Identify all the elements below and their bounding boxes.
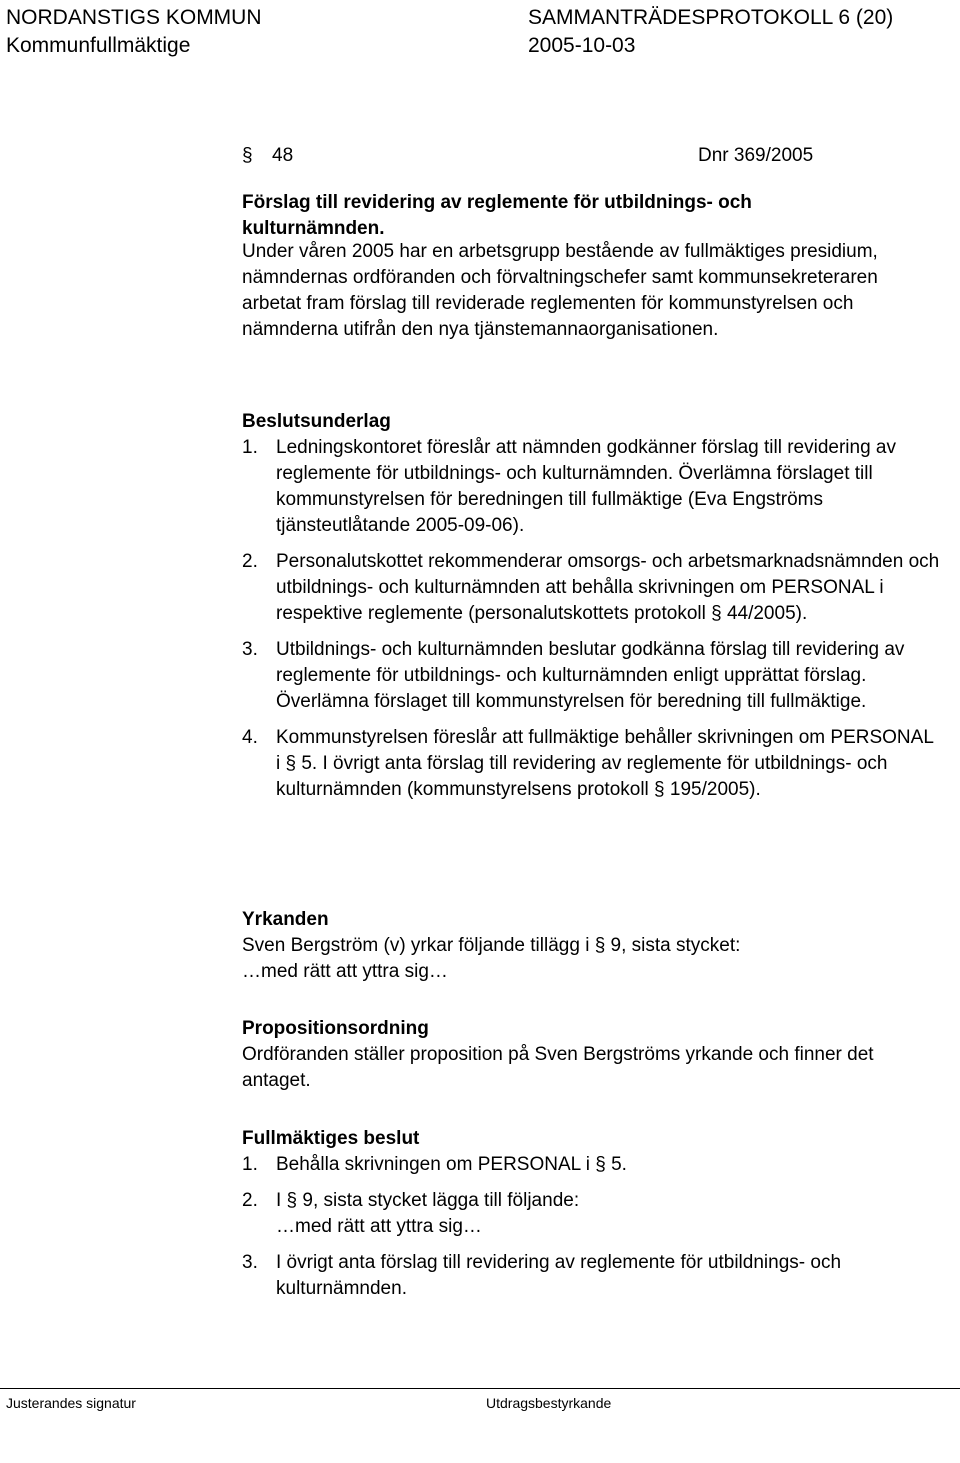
item-text: Kommunstyrelsen föreslår att fullmäktige behåller skrivningen om PERSONAL i § 5. I övrigt anta förslag till revidering av reglemente för utbildnings- och kulturnämnden (kommunstyrelsens protokoll § 195/2005). <box>276 727 934 800</box>
item-text: Ledningskontoret föreslår att nämnden godkänner förslag till revidering av reglemente för utbildnings- och kulturnämnden. Överlämna förslaget till kommunstyrelsen för beredningen till fullmäktige (Eva Engströms tjänsteutlåtande 2005-09-06). <box>276 437 896 536</box>
list-item <box>242 1250 942 1302</box>
list-item <box>242 1188 942 1240</box>
diary-number: Dnr 369/2005 <box>698 145 814 166</box>
item-text: Personalutskottet rekommenderar omsorgs- och arbetsmarknadsnämnden och utbildnings- och kulturnämnden att behålla skrivningen om PERSONAL i respektive reglemente (personalutskottets protokoll § 44/2005). <box>276 551 940 624</box>
item-text: Utbildnings- och kulturnämnden beslutar godkänna förslag till revidering av reglemente för utbildnings- och kulturnämnden enligt upprättat förslag. Överlämna förslaget till kommunstyrelsen för beredning till fullmäktige. <box>276 639 905 712</box>
beslutsunderlag-heading: Beslutsunderlag <box>242 411 391 432</box>
item-number: 2. <box>242 1190 258 1211</box>
item-text: I § 9, sista stycket lägga till följande: <box>276 1190 580 1211</box>
yrkande-quote: …med rätt att yttra sig… <box>242 961 448 982</box>
section-propositionsordning <box>242 1016 942 1094</box>
case-number: 48 <box>272 145 294 166</box>
header-left <box>6 4 446 60</box>
item-number: 3. <box>242 639 258 660</box>
yrkanden-heading: Yrkanden <box>242 909 329 930</box>
list-item <box>242 637 942 715</box>
item-number: 3. <box>242 1252 258 1273</box>
item-number: 2. <box>242 551 258 572</box>
case-intro: Under våren 2005 har en arbetsgrupp bestående av fullmäktiges presidium, nämndernas ordföranden och förvaltningschefer samt kommunsekreteraren arbetat fram förslag till reviderade reglementen för kommunstyrelsen och nämnderna utifrån den nya tjänstemannaorganisationen. <box>242 241 878 340</box>
propositionsordning-text: Ordföranden ställer proposition på Sven Bergströms yrkande och finner det antaget. <box>242 1044 874 1091</box>
yrkande-text: Sven Bergström (v) yrkar följande tillägg i § 9, sista stycket: <box>242 935 741 956</box>
doc-type: SAMMANTRÄDESPROTOKOLL <box>528 6 833 29</box>
list-item <box>242 435 942 539</box>
paragraph-sign: § <box>242 145 253 166</box>
footer-certification-label: Utdragsbestyrkande <box>486 1395 612 1411</box>
item-number: 1. <box>242 437 258 458</box>
doc-type-line <box>528 4 958 32</box>
footer-signature-label: Justerandes signatur <box>6 1395 136 1411</box>
section-yrkanden <box>242 907 942 985</box>
propositionsordning-heading: Propositionsordning <box>242 1018 429 1039</box>
item-number: 4. <box>242 727 258 748</box>
page-number: 6 (20) <box>838 6 894 29</box>
list-item <box>242 725 942 803</box>
section-beslutsunderlag <box>242 409 942 803</box>
fullmaktiges-beslut-heading: Fullmäktiges beslut <box>242 1128 420 1149</box>
item-number: 1. <box>242 1154 258 1175</box>
item-quote: …med rätt att yttra sig… <box>276 1216 482 1237</box>
case-title: Förslag till revidering av reglemente för utbildnings- och kulturnämnden. <box>242 192 752 239</box>
meeting-date: 2005-10-03 <box>528 34 636 57</box>
org-name: NORDANSTIGS KOMMUN <box>6 6 262 29</box>
item-text: Behålla skrivningen om PERSONAL i § 5. <box>276 1154 627 1175</box>
item-text: I övrigt anta förslag till revidering av reglemente för utbildnings- och kulturnämnden. <box>276 1252 842 1299</box>
body-name: Kommunfullmäktige <box>6 34 191 57</box>
item-text-block <box>276 1188 942 1240</box>
list-item <box>242 1152 942 1178</box>
header-right <box>528 4 958 60</box>
footer-divider <box>0 1388 960 1389</box>
list-item <box>242 549 942 627</box>
section-fullmaktiges-beslut <box>242 1126 942 1302</box>
